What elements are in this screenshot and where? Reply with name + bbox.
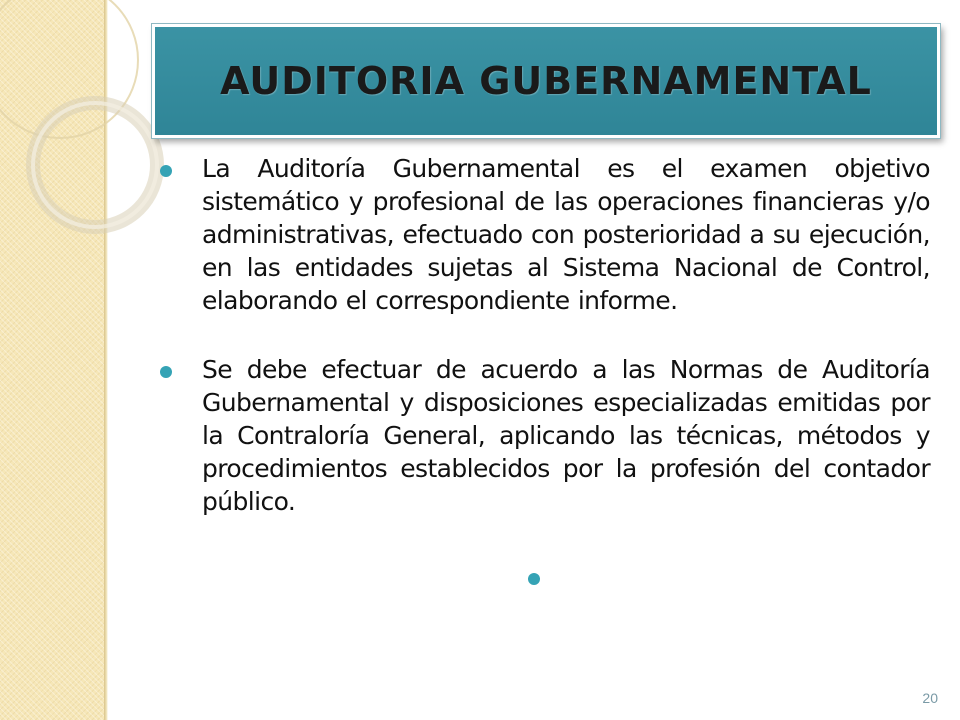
- bullet-item: [160, 353, 930, 518]
- bullet-icon: [160, 165, 172, 177]
- bullet-text-definition: La Auditoría Gubernamental es el examen objetivo sistemático y profesional de las operaciones financieras y/o administrativas, efectuado con posterioridad a su ejecución, en las entidades sujetas al Sistema Nacional de Control, elaborando el correspondiente informe.: [202, 154, 930, 315]
- decorative-side-band: [0, 0, 104, 720]
- bullet-text-standards: Se debe efectuar de acuerdo a las Normas de Auditoría Gubernamental y disposiciones especializadas emitidas por la Contraloría General, aplicando las técnicas, métodos y procedimientos establecidos por la profesión del contador público.: [202, 355, 930, 516]
- bullet-item: [160, 152, 930, 317]
- slide-body: [160, 152, 930, 518]
- page-number: 20: [922, 690, 938, 706]
- slide-title: AUDITORIA GUBERNAMENTAL: [220, 59, 872, 103]
- side-band-edge: [104, 0, 108, 720]
- title-banner: [152, 24, 940, 138]
- bullet-icon: [160, 366, 172, 378]
- empty-bullet-icon: [528, 573, 540, 585]
